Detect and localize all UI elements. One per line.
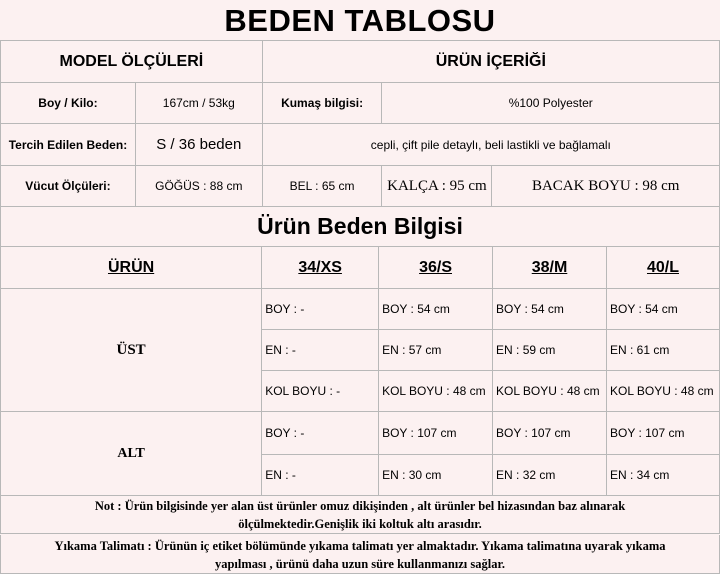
- model-measurements-header: MODEL ÖLÇÜLERİ: [1, 41, 263, 83]
- size-info-title: Ürün Beden Bilgisi: [0, 206, 720, 246]
- table-cell: EN : 59 cm: [493, 330, 607, 371]
- height-weight-label: Boy / Kilo:: [1, 83, 136, 124]
- size-header-xs: 34/XS: [262, 247, 379, 289]
- fabric-label: Kumaş bilgisi:: [262, 83, 382, 124]
- table-cell: EN : -: [262, 455, 379, 496]
- preferred-size-value: S / 36 beden: [135, 124, 262, 166]
- table-cell: KOL BOYU : -: [262, 371, 379, 412]
- hip-measurement: KALÇA : 95 cm: [382, 166, 492, 207]
- washing-instructions: [0, 535, 720, 574]
- table-cell: BOY : 54 cm: [379, 289, 493, 330]
- fabric-value: %100 Polyester: [382, 83, 720, 124]
- washing-line-2: yapılması , ürünü daha uzun süre kullanmanızı sağlar.: [214, 557, 506, 571]
- preferred-size-label: Tercih Edilen Beden:: [1, 124, 136, 166]
- leg-length-measurement: BACAK BOYU : 98 cm: [492, 166, 720, 207]
- measurement-note: [0, 496, 720, 534]
- top-garment-label: ÜST: [1, 289, 262, 412]
- body-measurements-label: Vücut Ölçüleri:: [1, 166, 136, 207]
- chest-measurement: GÖĞÜS : 88 cm: [135, 166, 262, 207]
- product-column-header: ÜRÜN: [1, 247, 262, 289]
- product-content-header: ÜRÜN İÇERİĞİ: [262, 41, 719, 83]
- table-cell: KOL BOYU : 48 cm: [379, 371, 493, 412]
- table-cell: EN : 61 cm: [607, 330, 720, 371]
- table-cell: BOY : -: [262, 412, 379, 455]
- table-cell: BOY : 107 cm: [607, 412, 720, 455]
- table-cell: EN : 30 cm: [379, 455, 493, 496]
- page-title: BEDEN TABLOSU: [224, 3, 496, 38]
- table-cell: BOY : 107 cm: [493, 412, 607, 455]
- size-header-s: 36/S: [379, 247, 493, 289]
- table-cell: EN : 32 cm: [493, 455, 607, 496]
- waist-measurement: BEL : 65 cm: [262, 166, 382, 207]
- product-details: cepli, çift pile detaylı, beli lastikli ve bağlamalı: [262, 124, 719, 166]
- table-cell: BOY : 54 cm: [607, 289, 720, 330]
- table-cell: BOY : -: [262, 289, 379, 330]
- washing-line-1: Yıkama Talimatı : Ürünün iç etiket bölümünde yıkama talimatı yer almaktadır. Yıkama talimatına uyarak yıkama: [54, 539, 666, 553]
- table-cell: KOL BOYU : 48 cm: [607, 371, 720, 412]
- height-weight-value: 167cm / 53kg: [135, 83, 262, 124]
- size-header-m: 38/M: [493, 247, 607, 289]
- note-line-2: ölçülmektedir.Genişlik iki koltuk altı arasıdır.: [238, 517, 482, 531]
- table-cell: BOY : 54 cm: [493, 289, 607, 330]
- model-info-table: [0, 40, 720, 207]
- note-line-1: Not : Ürün bilgisinde yer alan üst ürünler omuz dikişinden , alt ürünler bel hizasından baz alınarak: [94, 499, 626, 513]
- table-cell: BOY : 107 cm: [379, 412, 493, 455]
- table-cell: KOL BOYU : 48 cm: [493, 371, 607, 412]
- table-cell: EN : 34 cm: [607, 455, 720, 496]
- table-cell: EN : -: [262, 330, 379, 371]
- size-table: [0, 246, 720, 496]
- size-header-l: 40/L: [607, 247, 720, 289]
- table-cell: EN : 57 cm: [379, 330, 493, 371]
- bottom-garment-label: ALT: [1, 412, 262, 496]
